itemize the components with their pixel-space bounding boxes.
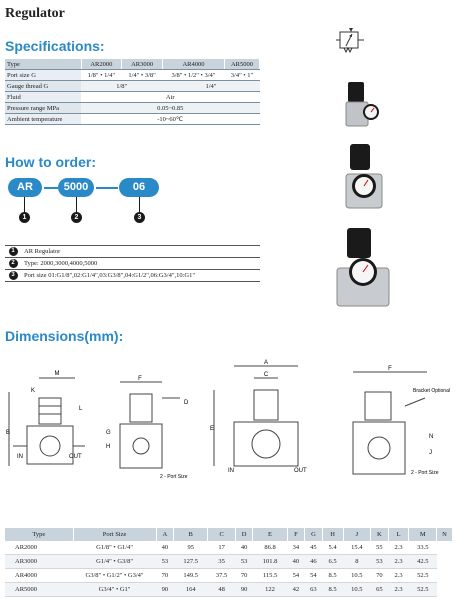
port-size-label: 2 - Port Size xyxy=(160,474,188,480)
dimensions-table xyxy=(5,528,453,597)
dimensions-cell: G1/8" • G1/4" xyxy=(73,541,156,555)
dimensions-column-header: F xyxy=(287,528,305,541)
in-label: IN xyxy=(17,454,23,460)
dimensions-cell: G3/4" • G1" xyxy=(73,583,156,597)
regulator-symbol-icon xyxy=(332,24,368,54)
out-label: OUT xyxy=(294,468,307,474)
dim-letter: E xyxy=(210,426,215,432)
dimensions-column-header: N xyxy=(437,528,453,541)
spec-type-cell: AR4000 xyxy=(162,59,224,70)
dimensions-cell: 95 xyxy=(174,541,208,555)
dimensions-cell: G3/8" • G1/2" • G3/4" xyxy=(73,569,156,583)
dimensions-cell: 42.5 xyxy=(409,555,437,569)
dimensions-cell: 46 xyxy=(305,555,323,569)
legend-number: 1 xyxy=(9,247,18,256)
dim-letter: K xyxy=(31,388,36,394)
spec-label: Fluid xyxy=(5,92,81,103)
dimensions-cell: 54 xyxy=(305,569,323,583)
dimensions-column-header: M xyxy=(409,528,437,541)
dimensions-column-header: A xyxy=(156,528,174,541)
legend-text: Port size 01:G1/8",02:G1/4",03:G3/8",04:G1/2",06:G3/4",10:G1" xyxy=(21,270,260,282)
spec-label-type: Type xyxy=(5,59,81,70)
order-pointer-line xyxy=(139,197,140,213)
product-photo-medium xyxy=(340,140,394,216)
order-marker-2: 2 xyxy=(71,212,82,223)
order-code-series: AR xyxy=(8,178,42,197)
dimensions-cell: 10.5 xyxy=(343,583,371,597)
bracket-label: Bracket Optional xyxy=(413,388,450,394)
dimensions-heading: Dimensions(mm): xyxy=(5,328,124,344)
dim-letter: F xyxy=(388,366,392,372)
dimensions-cell: 17 xyxy=(208,541,236,555)
dimensions-column-header: L xyxy=(388,528,409,541)
dimensions-cell: 8 xyxy=(343,555,371,569)
spec-cell: 3/8" • 1/2" • 3/4" xyxy=(162,70,224,81)
dimensions-cell: 90 xyxy=(156,583,174,597)
dimensions-cell: 53 xyxy=(156,555,174,569)
in-label: IN xyxy=(228,468,234,474)
spec-type-cell: AR2000 xyxy=(81,59,122,70)
spec-label: Ambient temperature xyxy=(5,114,81,125)
dimensions-cell: 2.3 xyxy=(388,541,409,555)
spec-cell: 3/4" • 1" xyxy=(224,70,259,81)
dimensions-cell: 122 xyxy=(253,583,287,597)
dimensions-cell: 101.8 xyxy=(253,555,287,569)
spec-cell: 1/8" • 1/4" xyxy=(81,70,122,81)
dimensions-cell: 8.5 xyxy=(322,569,343,583)
specifications-heading: Specifications: xyxy=(5,38,105,54)
drawing-side-view xyxy=(100,374,200,486)
spec-type-cell: AR5000 xyxy=(224,59,259,70)
dimensions-cell: 54 xyxy=(287,569,305,583)
order-marker-3: 3 xyxy=(134,212,145,223)
dimensions-cell: 70 xyxy=(371,569,389,583)
dim-letter: M xyxy=(54,371,60,377)
table-row xyxy=(5,569,453,583)
dimensions-column-header: C xyxy=(208,528,236,541)
dimensions-cell: 45 xyxy=(305,541,323,555)
dimensions-cell: 2.3 xyxy=(388,555,409,569)
spec-cell: Air xyxy=(81,92,260,103)
specifications-table xyxy=(5,59,260,125)
dim-letter: G xyxy=(106,430,111,436)
dimensions-cell: 149.5 xyxy=(174,569,208,583)
dimensions-cell: 37.5 xyxy=(208,569,236,583)
dim-letter: F xyxy=(138,376,142,382)
dimensions-column-header: E xyxy=(253,528,287,541)
order-code-type: 5000 xyxy=(58,178,94,197)
legend-number: 2 xyxy=(9,259,18,268)
dim-letter: J xyxy=(429,450,432,456)
dim-letter: C xyxy=(263,372,269,378)
spec-label: Gauge thread G xyxy=(5,81,81,92)
dimensions-type-cell: AR5000 xyxy=(5,583,73,597)
dimensions-cell: 48 xyxy=(208,583,236,597)
dimensions-cell: 65 xyxy=(371,583,389,597)
table-row xyxy=(5,555,453,569)
dimensions-cell: 35 xyxy=(208,555,236,569)
dim-letter: N xyxy=(429,434,434,440)
product-photo-large xyxy=(333,224,395,312)
order-legend-table xyxy=(5,245,260,282)
dimensions-cell: 40 xyxy=(235,541,253,555)
dimensions-cell: 5.4 xyxy=(322,541,343,555)
dimensions-cell: 55 xyxy=(371,541,389,555)
dimensions-cell: 2.3 xyxy=(388,569,409,583)
dimensions-column-header: H xyxy=(322,528,343,541)
dimensions-cell: G1/4" • G3/8" xyxy=(73,555,156,569)
dim-letter: A xyxy=(263,360,269,366)
dimensions-cell: 63 xyxy=(305,583,323,597)
dimensions-cell: 52.5 xyxy=(409,583,437,597)
dimensions-type-cell: AR4000 xyxy=(5,569,73,583)
page-title: Regulator xyxy=(5,6,65,21)
drawing-front-view xyxy=(5,362,105,474)
table-row xyxy=(5,541,453,555)
legend-text: Type: 2000,3000,4000,5000 xyxy=(21,258,260,270)
dimensions-cell: 42 xyxy=(287,583,305,597)
dimensions-cell: 40 xyxy=(156,541,174,555)
order-pointer-line xyxy=(76,197,77,213)
out-label: OUT xyxy=(69,454,82,460)
dimensions-cell: 86.8 xyxy=(253,541,287,555)
dimensions-cell: 2.3 xyxy=(388,583,409,597)
dimensions-column-header: B xyxy=(174,528,208,541)
dimensions-cell: 53 xyxy=(235,555,253,569)
port-size-label: 2 - Port Size xyxy=(411,470,439,476)
dimensions-cell: 6.5 xyxy=(322,555,343,569)
dim-letter: D xyxy=(184,400,189,406)
dimensions-cell: 10.5 xyxy=(343,569,371,583)
drawing-large-side-view xyxy=(335,362,455,484)
dimensions-header-row xyxy=(5,528,453,541)
dimensions-type-cell: AR2000 xyxy=(5,541,73,555)
dimensions-cell: 52.5 xyxy=(409,569,437,583)
dimensions-cell: 90 xyxy=(235,583,253,597)
order-marker-1: 1 xyxy=(19,212,30,223)
dimensions-cell: 33.5 xyxy=(409,541,437,555)
drawing-large-front-view xyxy=(208,356,320,478)
table-row xyxy=(5,583,453,597)
order-code-dash xyxy=(96,187,118,189)
legend-text: AR Regulator xyxy=(21,246,260,258)
dimensions-cell: 8.5 xyxy=(322,583,343,597)
spec-cell: 1/4" • 3/8" xyxy=(122,70,163,81)
spec-label: Pressure range MPa xyxy=(5,103,81,114)
dimensions-column-header: J xyxy=(343,528,371,541)
dimensions-column-header: G xyxy=(305,528,323,541)
dimensions-cell: 115.5 xyxy=(253,569,287,583)
order-pointer-line xyxy=(24,197,25,213)
spec-cell: -10~60℃ xyxy=(81,114,260,125)
spec-label: Port size G xyxy=(5,70,81,81)
dimensions-cell: 127.5 xyxy=(174,555,208,569)
dim-letter: H xyxy=(106,444,111,450)
order-code-dash xyxy=(44,187,58,189)
dimensions-cell: 70 xyxy=(156,569,174,583)
dim-letter: L xyxy=(79,406,83,412)
dimensions-column-header: Port Size xyxy=(73,528,156,541)
dimensions-column-header: D xyxy=(235,528,253,541)
dim-letter: B xyxy=(6,430,11,436)
spec-type-cell: AR3000 xyxy=(122,59,163,70)
dimensions-cell: 53 xyxy=(371,555,389,569)
product-photo-small xyxy=(340,78,382,133)
dimensions-column-header: Type xyxy=(5,528,73,541)
dimensions-cell: 164 xyxy=(174,583,208,597)
dimensions-cell: 34 xyxy=(287,541,305,555)
spec-cell: 1/8" xyxy=(81,81,162,92)
dimensions-cell: 70 xyxy=(235,569,253,583)
how-to-order-heading: How to order: xyxy=(5,154,96,170)
dimensions-type-cell: AR3000 xyxy=(5,555,73,569)
dimensions-cell: 40 xyxy=(287,555,305,569)
dimensions-cell: 15.4 xyxy=(343,541,371,555)
dimensions-column-header: K xyxy=(371,528,389,541)
order-code-port: 06 xyxy=(119,178,159,197)
spec-cell: 1/4" xyxy=(162,81,259,92)
legend-number: 3 xyxy=(9,271,18,280)
spec-cell: 0.05~0.85 xyxy=(81,103,260,114)
